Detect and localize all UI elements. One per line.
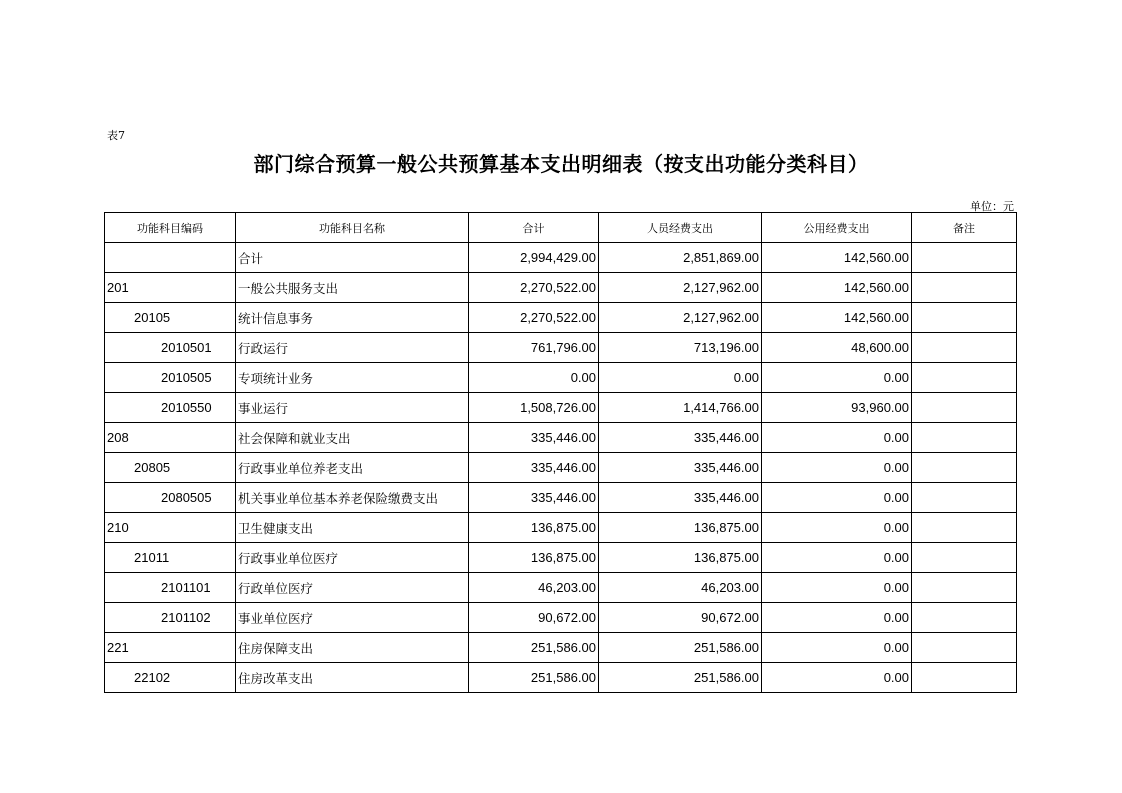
row-public-cell: 48,600.00 [762, 333, 912, 363]
header-total: 合计 [469, 213, 599, 243]
row-note-cell [912, 273, 1017, 303]
row-personnel-cell: 335,446.00 [599, 423, 762, 453]
row-total-cell: 1,508,726.00 [469, 393, 599, 423]
row-total-cell: 2,270,522.00 [469, 273, 599, 303]
row-public-cell: 0.00 [762, 363, 912, 393]
table-row [105, 363, 1017, 393]
row-code-cell [105, 243, 236, 273]
row-public-cell: 142,560.00 [762, 243, 912, 273]
row-total-cell: 335,446.00 [469, 423, 599, 453]
row-name-cell: 住房改革支出 [236, 663, 469, 693]
row-note-cell [912, 453, 1017, 483]
row-name-cell: 行政运行 [236, 333, 469, 363]
row-total-cell: 90,672.00 [469, 603, 599, 633]
row-note-cell [912, 243, 1017, 273]
row-total-cell: 335,446.00 [469, 483, 599, 513]
header-public: 公用经费支出 [762, 213, 912, 243]
table-row [105, 453, 1017, 483]
row-total-cell: 2,270,522.00 [469, 303, 599, 333]
row-public-cell: 0.00 [762, 603, 912, 633]
table-row [105, 543, 1017, 573]
row-personnel-cell: 2,851,869.00 [599, 243, 762, 273]
header-code: 功能科目编码 [105, 213, 236, 243]
row-code-cell: 21011 [105, 543, 236, 573]
table-row [105, 573, 1017, 603]
table-body [105, 243, 1017, 693]
row-total-cell: 0.00 [469, 363, 599, 393]
row-code-cell: 20805 [105, 453, 236, 483]
row-name-cell: 行政单位医疗 [236, 573, 469, 603]
row-name-cell: 事业单位医疗 [236, 603, 469, 633]
row-note-cell [912, 573, 1017, 603]
row-total-cell: 136,875.00 [469, 543, 599, 573]
table-number-label: 表7 [107, 129, 125, 142]
row-code-cell: 221 [105, 633, 236, 663]
table-row [105, 393, 1017, 423]
row-personnel-cell: 136,875.00 [599, 543, 762, 573]
row-code-cell: 20105 [105, 303, 236, 333]
row-public-cell: 142,560.00 [762, 303, 912, 333]
row-name-cell: 统计信息事务 [236, 303, 469, 333]
row-name-cell: 事业运行 [236, 393, 469, 423]
table-header-row [105, 213, 1017, 243]
row-public-cell: 93,960.00 [762, 393, 912, 423]
table-row [105, 633, 1017, 663]
page-title: 部门综合预算一般公共预算基本支出明细表（按支出功能分类科目） [253, 152, 869, 176]
row-total-cell: 2,994,429.00 [469, 243, 599, 273]
row-public-cell: 0.00 [762, 423, 912, 453]
row-name-cell: 行政事业单位医疗 [236, 543, 469, 573]
row-note-cell [912, 423, 1017, 453]
row-name-cell: 卫生健康支出 [236, 513, 469, 543]
header-name: 功能科目名称 [236, 213, 469, 243]
row-name-cell: 社会保障和就业支出 [236, 423, 469, 453]
table-row [105, 483, 1017, 513]
table-row [105, 333, 1017, 363]
row-public-cell: 0.00 [762, 453, 912, 483]
table-row [105, 423, 1017, 453]
row-code-cell: 2010505 [105, 363, 236, 393]
row-code-cell: 210 [105, 513, 236, 543]
row-public-cell: 0.00 [762, 633, 912, 663]
row-personnel-cell: 251,586.00 [599, 663, 762, 693]
row-personnel-cell: 2,127,962.00 [599, 303, 762, 333]
row-name-cell: 一般公共服务支出 [236, 273, 469, 303]
row-note-cell [912, 303, 1017, 333]
row-public-cell: 0.00 [762, 573, 912, 603]
row-public-cell: 0.00 [762, 543, 912, 573]
row-personnel-cell: 251,586.00 [599, 633, 762, 663]
row-public-cell: 0.00 [762, 483, 912, 513]
row-note-cell [912, 513, 1017, 543]
row-public-cell: 142,560.00 [762, 273, 912, 303]
row-note-cell [912, 543, 1017, 573]
row-total-cell: 251,586.00 [469, 663, 599, 693]
row-total-cell: 335,446.00 [469, 453, 599, 483]
row-personnel-cell: 2,127,962.00 [599, 273, 762, 303]
row-note-cell [912, 333, 1017, 363]
unit-label: 单位：元 [970, 200, 1014, 213]
header-personnel: 人员经费支出 [599, 213, 762, 243]
row-personnel-cell: 136,875.00 [599, 513, 762, 543]
row-code-cell: 208 [105, 423, 236, 453]
table-row [105, 663, 1017, 693]
row-name-cell: 合计 [236, 243, 469, 273]
row-code-cell: 2010550 [105, 393, 236, 423]
row-public-cell: 0.00 [762, 513, 912, 543]
row-name-cell: 机关事业单位基本养老保险缴费支出 [236, 483, 469, 513]
row-personnel-cell: 713,196.00 [599, 333, 762, 363]
table-row [105, 243, 1017, 273]
row-name-cell: 住房保障支出 [236, 633, 469, 663]
header-note: 备注 [912, 213, 1017, 243]
row-name-cell: 专项统计业务 [236, 363, 469, 393]
row-personnel-cell: 335,446.00 [599, 483, 762, 513]
row-public-cell: 0.00 [762, 663, 912, 693]
row-total-cell: 136,875.00 [469, 513, 599, 543]
row-personnel-cell: 335,446.00 [599, 453, 762, 483]
table-row [105, 273, 1017, 303]
row-note-cell [912, 663, 1017, 693]
row-personnel-cell: 1,414,766.00 [599, 393, 762, 423]
table-row [105, 513, 1017, 543]
table-row [105, 603, 1017, 633]
row-note-cell [912, 603, 1017, 633]
row-name-cell: 行政事业单位养老支出 [236, 453, 469, 483]
row-personnel-cell: 90,672.00 [599, 603, 762, 633]
row-code-cell: 2080505 [105, 483, 236, 513]
row-note-cell [912, 483, 1017, 513]
row-total-cell: 761,796.00 [469, 333, 599, 363]
row-personnel-cell: 46,203.00 [599, 573, 762, 603]
row-note-cell [912, 633, 1017, 663]
row-code-cell: 2101101 [105, 573, 236, 603]
row-total-cell: 251,586.00 [469, 633, 599, 663]
budget-detail-table [104, 212, 1017, 693]
table-row [105, 303, 1017, 333]
row-total-cell: 46,203.00 [469, 573, 599, 603]
row-code-cell: 2101102 [105, 603, 236, 633]
row-note-cell [912, 393, 1017, 423]
row-code-cell: 2010501 [105, 333, 236, 363]
row-personnel-cell: 0.00 [599, 363, 762, 393]
row-code-cell: 201 [105, 273, 236, 303]
row-note-cell [912, 363, 1017, 393]
row-code-cell: 22102 [105, 663, 236, 693]
